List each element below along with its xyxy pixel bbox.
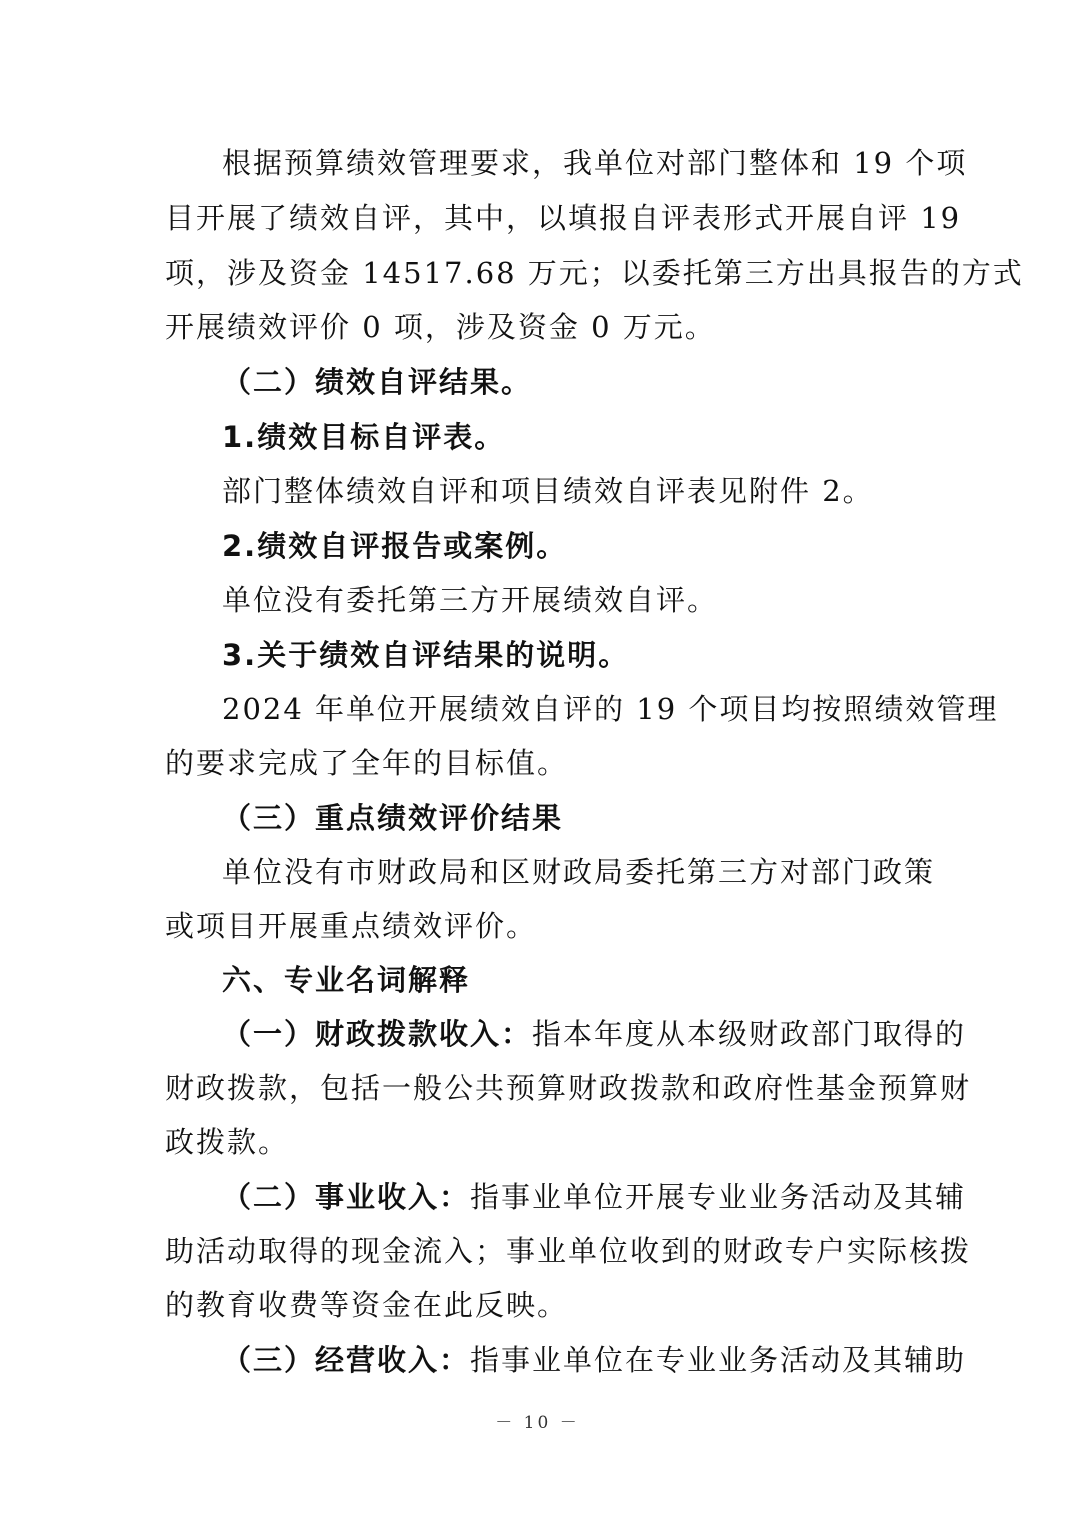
paragraph-line: 目开展了绩效自评，其中，以填报自评表形式开展自评 19 [165, 201, 962, 235]
definition-line [222, 1014, 966, 1054]
paragraph-line: 2024 年单位开展绩效自评的 19 个项目均按照绩效管理 [222, 692, 999, 726]
definition-term: （二）事业收入： [222, 1180, 471, 1214]
paragraph-line: 开展绩效评价 0 项，涉及资金 0 万元。 [165, 310, 716, 344]
subsection-heading: 1.绩效目标自评表。 [222, 420, 506, 454]
definition-line [222, 1177, 966, 1217]
definition-term: （一）财政拨款收入： [222, 1017, 533, 1051]
paragraph-line: 或项目开展重点绩效评价。 [165, 909, 538, 943]
paragraph-line: 的要求完成了全年的目标值。 [165, 746, 569, 780]
paragraph-line: 单位没有委托第三方开展绩效自评。 [222, 583, 719, 617]
section-heading: （二）绩效自评结果。 [222, 365, 533, 399]
paragraph-line: 助活动取得的现金流入；事业单位收到的财政专户实际核拨 [165, 1234, 972, 1268]
subsection-heading: 3.关于绩效自评结果的说明。 [222, 638, 630, 672]
definition-text: 指事业单位开展专业业务活动及其辅 [470, 1180, 967, 1214]
paragraph-line: 政拨款。 [165, 1125, 290, 1159]
definition-text: 指本年度从本级财政部门取得的 [532, 1017, 967, 1051]
definition-line [222, 1340, 966, 1380]
paragraph-line: 项，涉及资金 14517.68 万元；以委托第三方出具报告的方式 [165, 256, 1024, 290]
paragraph-line: 的教育收费等资金在此反映。 [165, 1288, 569, 1322]
page-number: － 10 － [495, 1413, 580, 1433]
definition-term: （三）经营收入： [222, 1343, 471, 1377]
paragraph-line: 单位没有市财政局和区财政局委托第三方对部门政策 [222, 855, 936, 889]
paragraph-line: 财政拨款，包括一般公共预算财政拨款和政府性基金预算财 [165, 1071, 972, 1105]
paragraph-line: 部门整体绩效自评和项目绩效自评表见附件 2。 [222, 474, 874, 508]
chapter-heading: 六、专业名词解释 [222, 963, 471, 997]
subsection-heading: 2.绩效自评报告或案例。 [222, 529, 568, 563]
definition-text: 指事业单位在专业业务活动及其辅助 [470, 1343, 967, 1377]
paragraph-line: 根据预算绩效管理要求，我单位对部门整体和 19 个项 [222, 146, 968, 180]
section-heading: （三）重点绩效评价结果 [222, 801, 564, 835]
